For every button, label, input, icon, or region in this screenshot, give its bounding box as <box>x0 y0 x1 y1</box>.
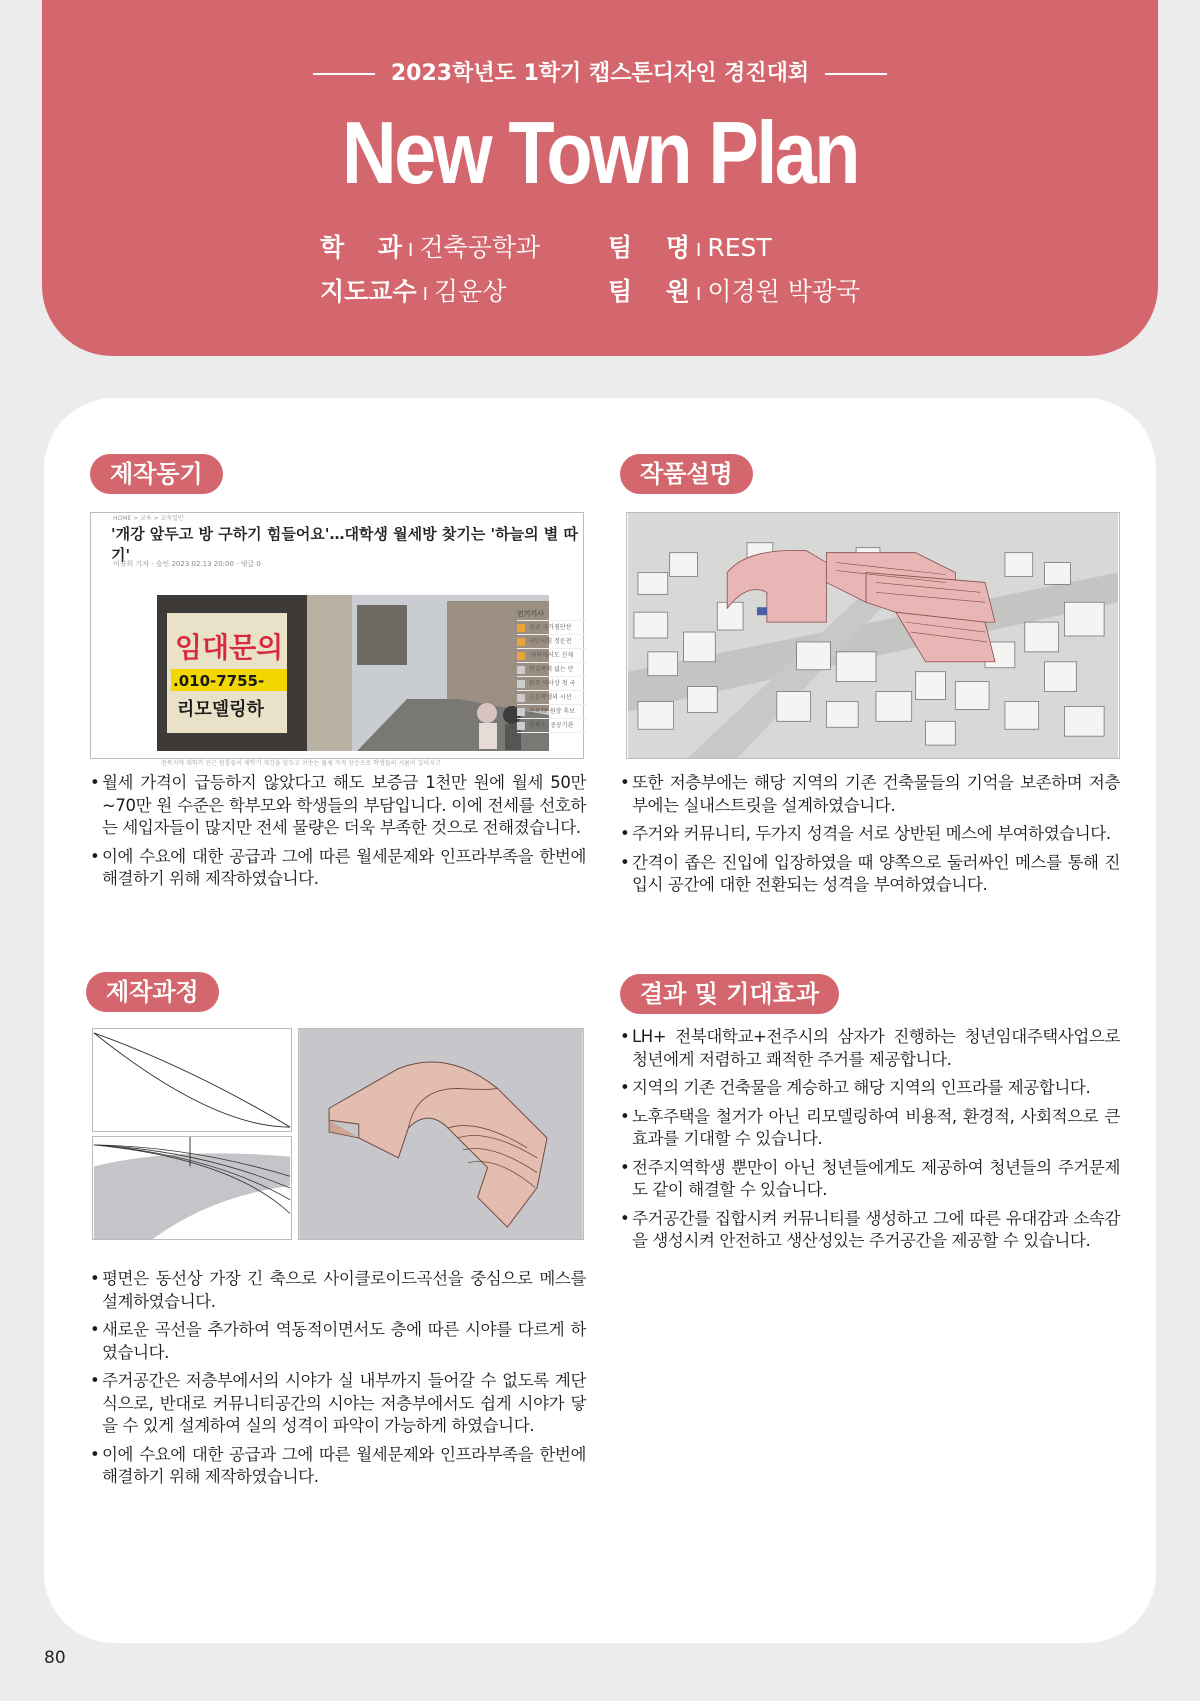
list-item: • 주거공간은 저층부에서의 시야가 실 내부까지 들어갈 수 없도록 계단식으로, 반대로 커뮤니티공간의 시야는 저층부에서도 쉽게 시야가 닿을 수 있게 설계하여 실의 성격이 파악이 가능하게 하였습니다. <box>90 1370 586 1438</box>
cycloid-curve-diagram <box>92 1028 292 1132</box>
list-item: • LH+ 전북대학교+전주시의 삼자가 진행하는 청년임대주택사업으로 청년에게 저렴하고 쾌적한 주거를 제공합니다. <box>620 1026 1120 1071</box>
sidebar-item: '써닥에서도 신재 <box>517 649 587 663</box>
list-item: • 이에 수요에 대한 공급과 그에 따른 월세문제와 인프라부족을 한번에 해결하기 위해 제작하였습니다. <box>90 1444 586 1489</box>
news-headline: '개강 앞두고 방 구하기 힘들어요'…대학생 월세방 찾기는 '하늘의 별 따기' <box>111 525 579 564</box>
list-item: • 전주지역학생 뿐만이 아닌 청년들에게도 제공하여 청년들의 주거문제도 같이 해결할 수 있습니다. <box>620 1157 1120 1202</box>
sidebar-item: 고등학생의 시선 <box>517 691 587 705</box>
motivation-bullets <box>90 772 586 897</box>
header-banner <box>42 0 1158 356</box>
sidebar-item: 전북도, 공공기관 <box>517 719 587 733</box>
news-byline: 이규희 기자 · 승인 2023.02.13 20:00 · 댓글 0 <box>113 560 261 568</box>
plan-curves-diagram <box>92 1136 292 1240</box>
news-nav: HOME > 교육 > 교육일반 <box>113 515 184 522</box>
section-title-motivation: 제작동기 <box>90 454 223 494</box>
process-bullets <box>90 1268 586 1495</box>
list-item: • 새로운 곡선을 추가하여 역동적이면서도 층에 따른 시야를 다르게 하였습니다. <box>90 1319 586 1364</box>
sidebar-item: 신규 국가첨단산 <box>517 621 587 635</box>
list-item: • 이에 수요에 대한 공급과 그에 따른 월세문제와 인프라부족을 한번에 해결하기 위해 제작하였습니다. <box>90 846 586 891</box>
news-photo <box>157 595 549 751</box>
3d-mass-model <box>298 1028 584 1240</box>
news-caption: 전북지역 대학가 인근 원룸들이 새학기 개강을 앞두고 치솟는 월세 가격 상승으로 학생들의 시름이 깊어지고 <box>161 760 441 767</box>
sign-remodel: 리모델링하 <box>177 699 264 720</box>
sidebar-title: 인기기사 <box>517 607 587 621</box>
sidebar-item: 완주 역사상 첫 국 <box>517 677 587 691</box>
results-bullets <box>620 1026 1120 1259</box>
competition-title: 2023학년도 1학기 캡스톤디자인 경진대회 <box>42 56 1158 87</box>
list-item: • 평면은 동선상 가장 긴 축으로 사이클로이드곡선을 중심으로 메스를 설계하였습니다. <box>90 1268 586 1313</box>
list-item: • 주거공간를 집합시켜 커뮤니티를 생성하고 그에 따른 유대감과 소속감을 생성시켜 안전하고 생산성있는 주거공간을 제공할 수 있습니다. <box>620 1208 1120 1253</box>
sign-phone: .010-7755- <box>173 672 265 690</box>
description-bullets <box>620 772 1120 903</box>
list-item: • 또한 저층부에는 해당 지역의 기존 건축물들의 기억을 보존하며 저층부에는 실내스트릿을 설계하였습니다. <box>620 772 1120 817</box>
sidebar-item: 학교폭력 없는 안 <box>517 663 587 677</box>
section-title-description: 작품설명 <box>620 454 753 494</box>
page-number: 80 <box>44 1648 66 1668</box>
list-item: • 월세 가격이 급등하지 않았다고 해도 보증금 1천만 원에 월세 50만 ~70만 원 수준은 학부모와 학생들의 부담입니다. 이에 전세를 선호하는 세입자들이 많지만 전세 물량은 더욱 부족한 것으로 전해졌습니다. <box>90 772 586 840</box>
list-item: • 노후주택을 철거가 아닌 리모델링하여 비용적, 환경적, 사회적으로 큰 효과를 기대할 수 있습니다. <box>620 1106 1120 1151</box>
members-info: 팀 원 I 이경원 박광국 <box>608 277 861 306</box>
site-model-render <box>626 512 1120 759</box>
content-card <box>44 398 1156 1643</box>
section-title-results: 결과 및 기대효과 <box>620 974 839 1014</box>
sidebar-item: 국민의힘 정운천 <box>517 635 587 649</box>
list-item: • 주거와 커뮤니티, 두가지 성격을 서로 상반된 메스에 부여하였습니다. <box>620 823 1120 846</box>
advisor-info: 지도교수 I 김윤상 <box>320 277 507 306</box>
sidebar-item: 전북TP 원장 후보 <box>517 705 587 719</box>
dept-info: 학 과 I 건축공학과 <box>320 233 541 262</box>
team-info: 팀 명 I REST <box>608 233 772 262</box>
news-screenshot <box>90 512 584 767</box>
list-item: • 간격이 좁은 진입에 입장하였을 때 양쪽으로 둘러싸인 메스를 통해 진입시 공간에 대한 전환되는 성격을 부여하였습니다. <box>620 852 1120 897</box>
list-item: • 지역의 기존 건축물을 계승하고 해당 지역의 인프라를 제공합니다. <box>620 1077 1120 1100</box>
project-title: New Town Plan <box>342 103 858 202</box>
news-sidebar <box>517 607 587 733</box>
section-title-process: 제작과정 <box>86 972 219 1012</box>
sign-text: 임대문의 <box>175 631 284 664</box>
